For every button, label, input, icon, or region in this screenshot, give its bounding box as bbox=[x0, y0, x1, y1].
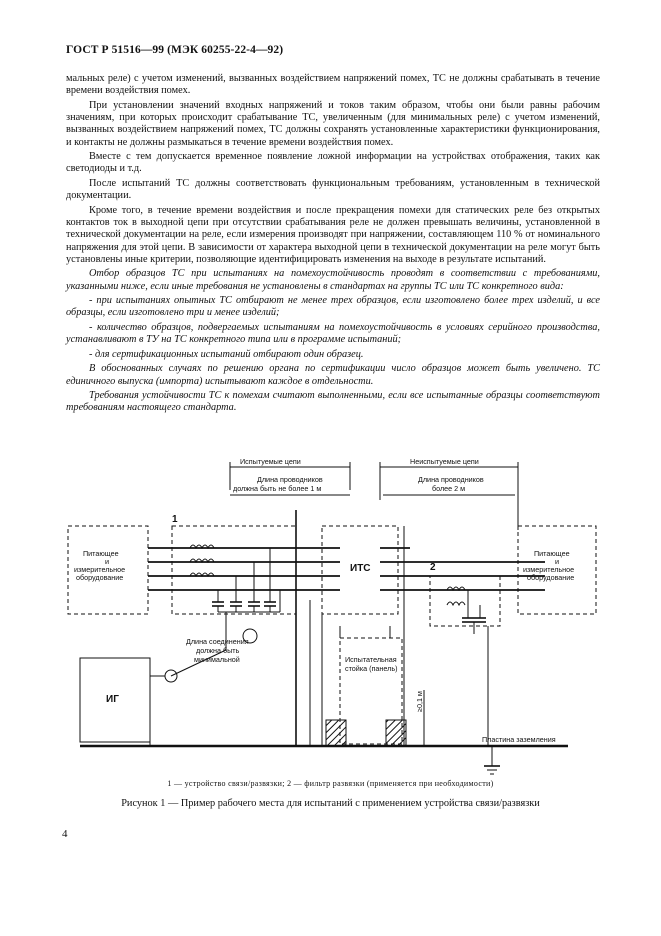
label-power-left: оборудование bbox=[76, 573, 124, 582]
label-power-right: и bbox=[555, 557, 560, 566]
figure-legend: 1 — устройство связи/развязки; 2 — фильтр развязки (применяется при необходимости) bbox=[167, 779, 494, 788]
label-conductor-len-1b: должна быть не более 1 м bbox=[233, 484, 322, 493]
paragraph: Вместе с тем допускается временное появление ложной информации на устройствах отображения, таких как светодиоды и т.д. bbox=[66, 151, 600, 175]
test-setup-diagram bbox=[0, 450, 661, 780]
label-power-right: измерительное bbox=[523, 565, 575, 574]
rack-foot bbox=[326, 720, 346, 746]
label-connection: Длина соединения bbox=[186, 637, 249, 646]
body-text bbox=[66, 73, 600, 417]
rack-foot bbox=[386, 720, 406, 746]
label-connection: минимальной bbox=[194, 655, 240, 664]
paragraph: При установлении значений входных напряжений и токов таким образом, чтобы они были равны рабочим значениям, при которых происходит срабатывание ТС, увеличенным (для минимальных реле) с учетом изменений, вызванных воздействием напряжений помех, ТС должны сохранять установленные характеристики функционирования, и контакты не должны размыкаться в течение времени воздействия помех. bbox=[66, 99, 600, 148]
label-num-2: 2 bbox=[430, 562, 436, 573]
coupling-device-box bbox=[172, 526, 296, 614]
label-power-left: Питающее bbox=[83, 549, 119, 558]
paragraph: После испытаний ТС должны соответствовать функциональным требованиям, установленным в технической документации. bbox=[66, 177, 600, 202]
paragraph: мальных реле) с учетом изменений, вызванных воздействием напряжений помех, ТС не должны срабатывать в течение времени воздействия помех. bbox=[66, 73, 600, 97]
label-ground-plane: Пластина заземления bbox=[482, 735, 556, 744]
paragraph: Требования устойчивости ТС к помехам считают выполненными, если все испытанные образцы соответствуют требованиям настоящего стандарта. bbox=[66, 390, 600, 414]
label-connection: должна быть bbox=[196, 646, 240, 655]
paragraph: - для сертификационных испытаний отбирают один образец. bbox=[89, 348, 364, 360]
inductor bbox=[447, 602, 465, 605]
label-conductor-len-2b: более 2 м bbox=[432, 484, 466, 493]
paragraph: - при испытаниях опытных ТС отбирают не менее трех образцов, если изготовлено более трех изделий, и все образцы, если изготовлено три и менее изделий; bbox=[66, 295, 600, 319]
label-rack: стойка (панель) bbox=[345, 664, 398, 673]
label-tested-circuits: Испытуемые цепи bbox=[240, 457, 301, 466]
label-num-1: 1 bbox=[172, 514, 178, 525]
paragraph: В обоснованных случаях по решению органа по сертификации число образцов может быть увеличено. ТС единичного выпуска (импорта) испытывают каждое в отдельности. bbox=[66, 363, 600, 387]
label-power-left: и bbox=[105, 557, 110, 566]
label-height: ≥0,1 м bbox=[415, 691, 424, 712]
label-its: ИТС bbox=[350, 563, 371, 574]
paragraph: Кроме того, в течение времени воздействия и после прекращения помехи для статических реле без открытых контактов ток в выходной цепи при отсутствии срабатывания реле не должен превышать величины, установленной в технической документации на реле, если измерения производят при напряжении, составляющем 110 % от номинального напряжения для этой цепи. В зависимости от характера выходной цепи в технической документации на реле могут быть установлены иные критерии, позволяющие идентифицировать изменения на выходе в результате испытаний. bbox=[66, 204, 600, 265]
running-header: ГОСТ Р 51516—99 (МЭК 60255-22-4—92) bbox=[66, 44, 284, 56]
label-untested-circuits: Неиспытуемые цепи bbox=[410, 457, 479, 466]
paragraph: - количество образцов, подвергаемых испытаниям на помехоустойчивость в условиях серийного производства, устанавливают в ТУ на ТС конкретного типа или в программе испытаний; bbox=[66, 321, 600, 346]
label-power-right: оборудование bbox=[527, 573, 575, 582]
label-rack: Испытательная bbox=[345, 655, 397, 664]
label-conductor-len-2: Длина проводников bbox=[418, 475, 484, 484]
label-ig: ИГ bbox=[106, 694, 119, 705]
figure-caption: Рисунок 1 — Пример рабочего места для испытаний с применением устройства связи/развязки bbox=[121, 798, 540, 809]
label-power-right: Питающее bbox=[534, 549, 570, 558]
label-power-left: измерительное bbox=[74, 565, 126, 574]
paragraph: Отбор образцов ТС при испытаниях на помехоустойчивость проводят в соответствии с требованиями, указанными ниже, если иные требования не установлены в стандартах на группы ТС или ТС конкретного вида: bbox=[66, 268, 600, 292]
figure bbox=[0, 450, 661, 780]
label-conductor-len-1: Длина проводников bbox=[257, 475, 323, 484]
page-number: 4 bbox=[62, 828, 68, 840]
